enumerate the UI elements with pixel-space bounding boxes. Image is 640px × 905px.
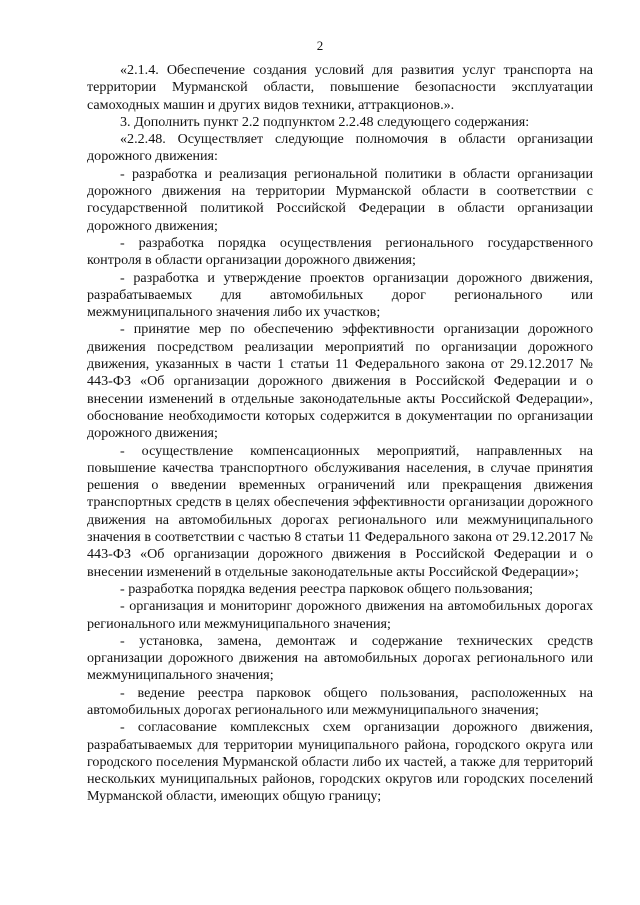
- list-item: - принятие мер по обеспечению эффективности организации дорожного движения посредством реализации мероприятий по организации дорожного движения, указанных в части 1 статьи 11 Федерального закона от 29.12.2017 № 443-ФЗ «Об организации дорожного движения в Российской Федерации и о внесении изменений в отдельные законодательные акты Российской Федерации», обоснование необходимости которых содержится в документации по организации дорожного движения;: [87, 321, 593, 442]
- list-item: - разработка и реализация региональной политики в области организации дорожного движения на территории Мурманской области в соответствии с государственной политикой Российской Федерации в области организации дорожного движения;: [87, 165, 593, 234]
- list-item: - осуществление компенсационных мероприятий, направленных на повышение качества транспортного обслуживания населения, в случае принятия решения о введении временных ограничений или прекращения движения транспортных средств в целях обеспечения эффективности организации дорожного движения на автомобильных дорогах регионального или межмуниципального значения в соответствии с частью 8 статьи 11 Федерального закона от 29.12.2017 № 443-ФЗ «Об организации дорожного движения в Российской Федерации и о внесении изменений в отдельные законодательные акты Российской Федерации»;: [87, 442, 593, 580]
- list-item: - ведение реестра парковок общего пользования, расположенных на автомобильных дорогах регионального или межмуниципального значения;: [87, 684, 593, 718]
- list-item: - разработка порядка осуществления регионального государственного контроля в области организации дорожного движения;: [87, 234, 593, 269]
- list-item: - организация и мониторинг дорожного движения на автомобильных дорогах регионального или межмуниципального значения;: [87, 598, 593, 632]
- paragraph-2-1-4: «2.1.4. Обеспечение создания условий для развития услуг транспорта на территории Мурманской области, повышение безопасности эксплуатации самоходных машин и других видов техники, аттракционов.».: [87, 62, 593, 113]
- document-body: [87, 62, 593, 806]
- list-item: - согласование комплексных схем организации дорожного движения, разрабатываемых для территории муниципального района, городского округа или городского поселения Мурманской области либо их частей, а также для территорий нескольких муниципальных районов, городских округов или городских поселений Мурманской области, имеющих общую границу;: [87, 719, 593, 805]
- list-item: - установка, замена, демонтаж и содержание технических средств организации дорожного движения на автомобильных дорогах регионального или межмуниципального значения;: [87, 632, 593, 684]
- paragraph-2-2-48: «2.2.48. Осуществляет следующие полномочия в области организации дорожного движения:: [87, 131, 593, 165]
- list-item: - разработка и утверждение проектов организации дорожного движения, разрабатываемых для автомобильных дорог регионального или межмуниципального значения либо их участков;: [87, 269, 593, 321]
- page-number: 2: [316, 38, 324, 53]
- paragraph-amendment-intro: 3. Дополнить пункт 2.2 подпунктом 2.2.48 следующего содержания:: [120, 113, 530, 130]
- list-item: - разработка порядка ведения реестра парковок общего пользования;: [120, 580, 534, 597]
